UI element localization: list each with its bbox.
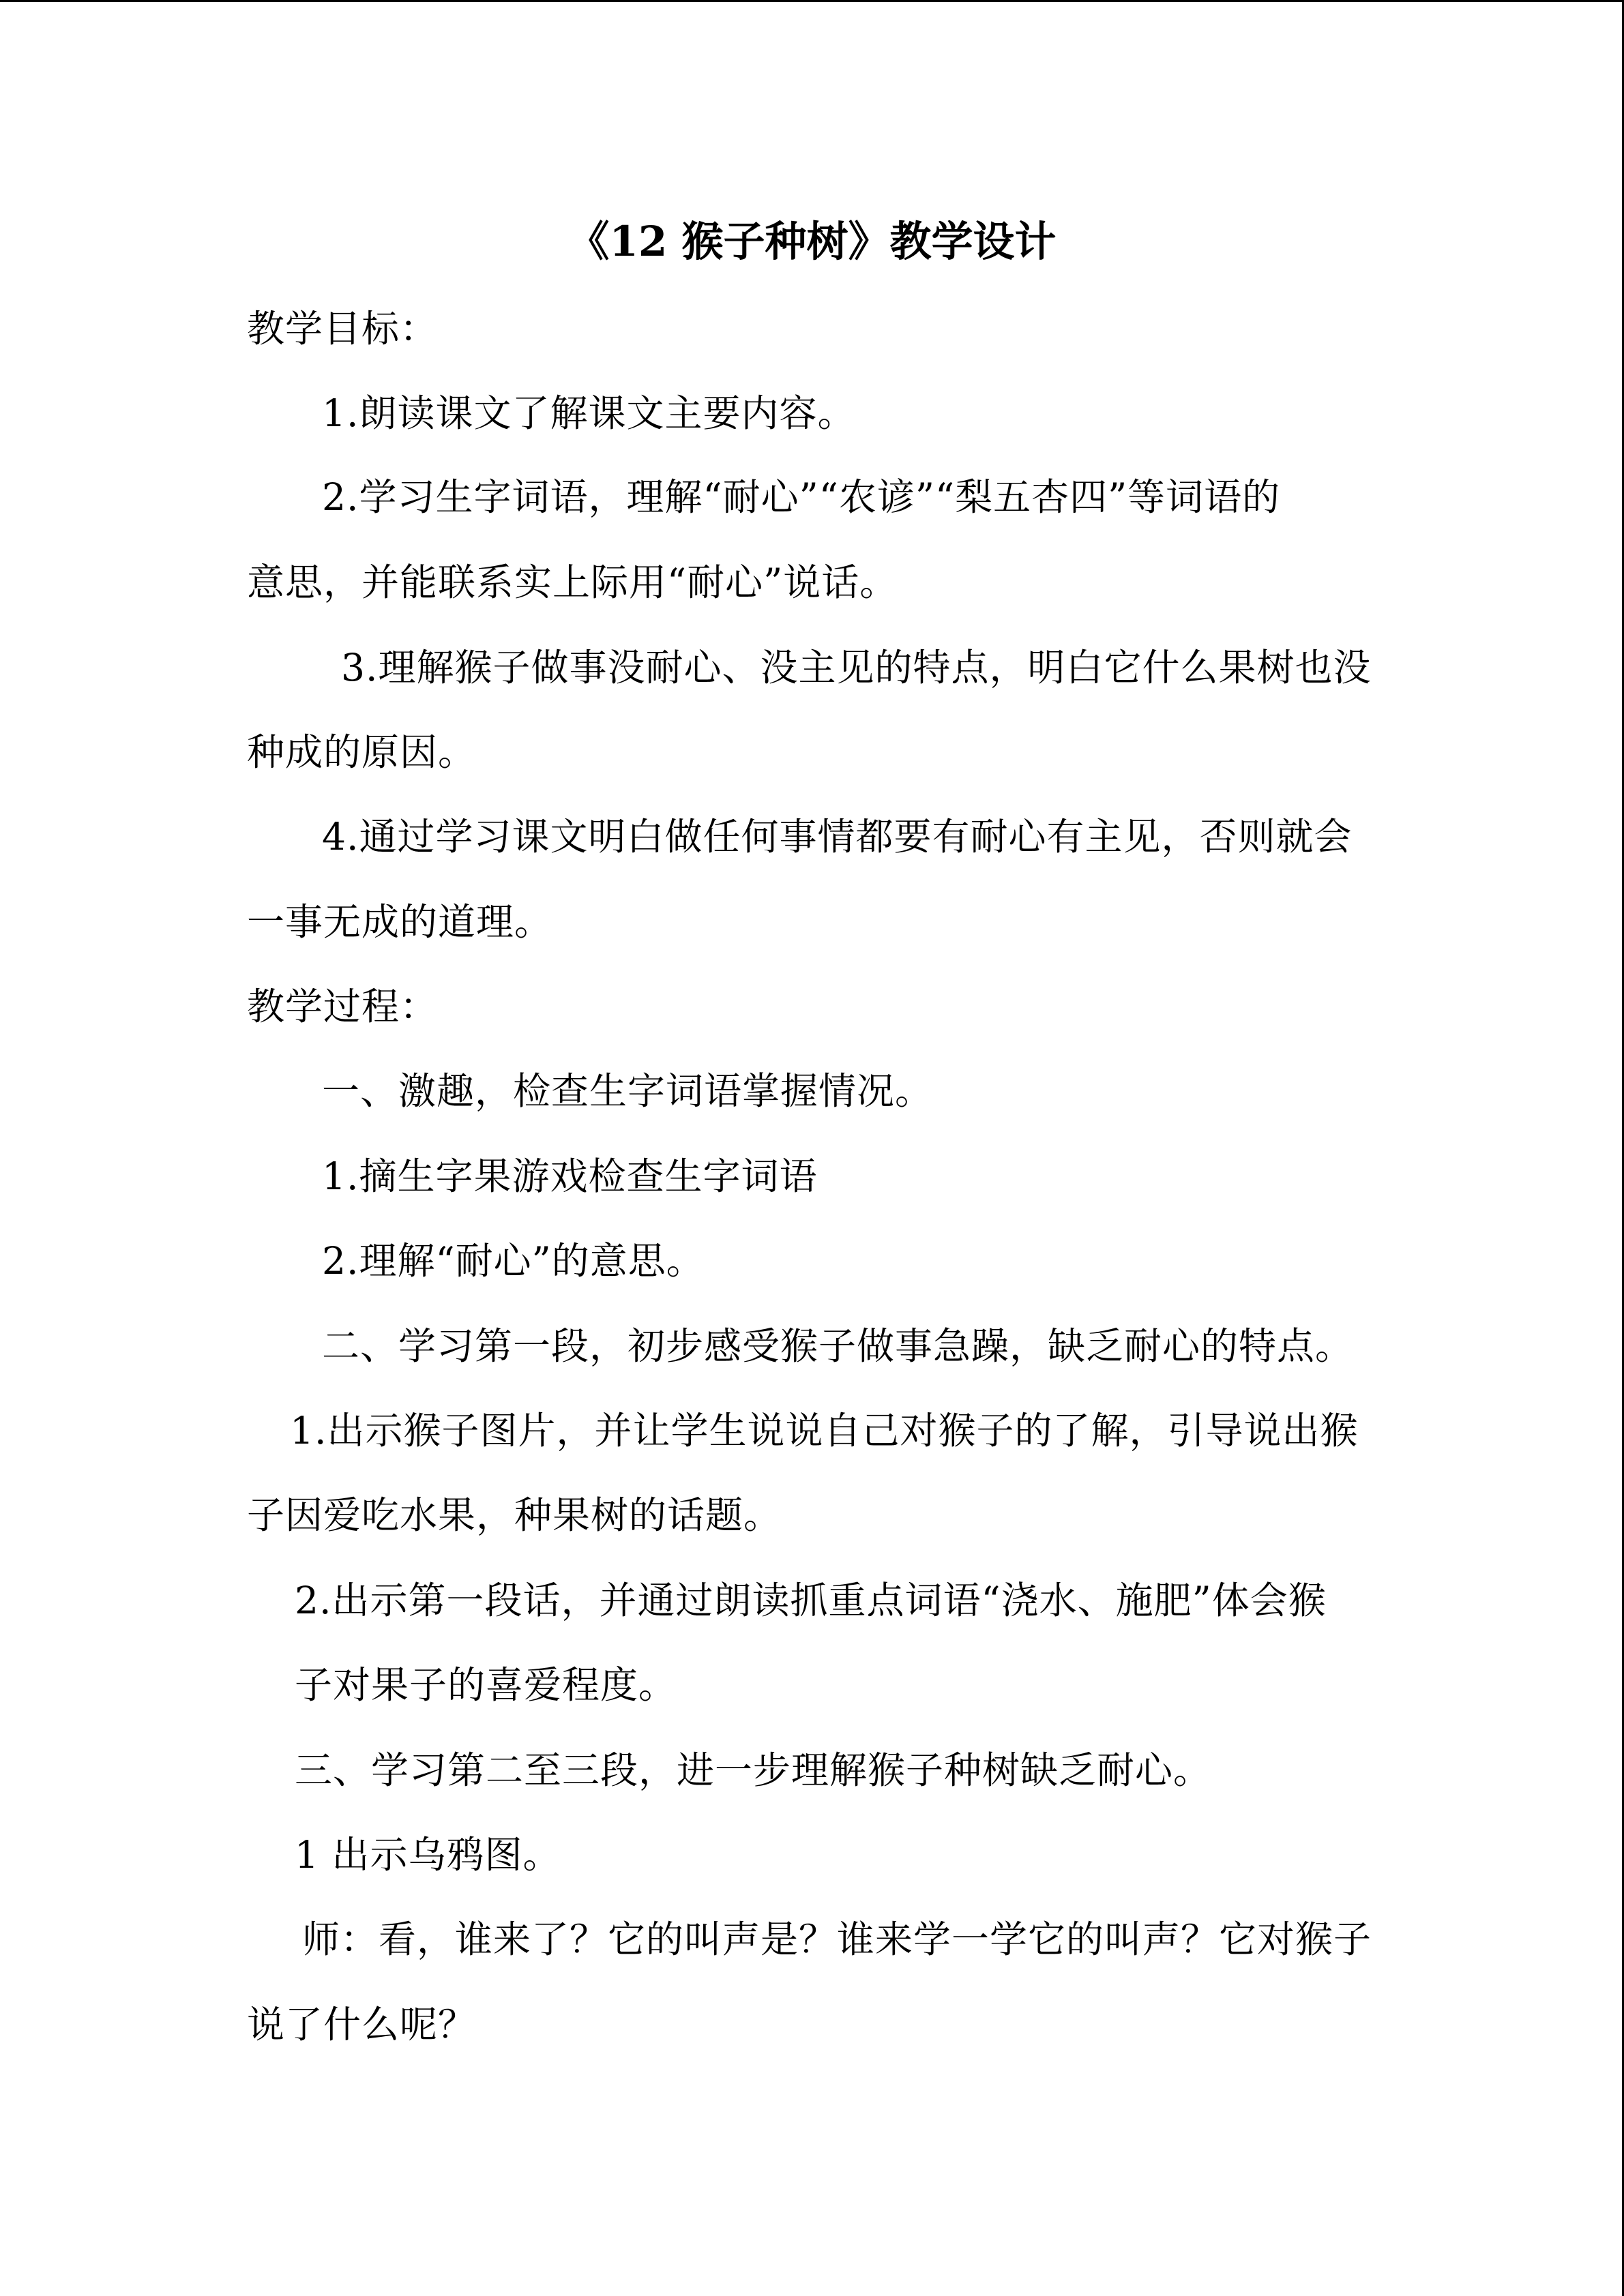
paragraph-line: 2.出示第一段话，并通过朗读抓重点词语“浇水、施肥”体会猴 [295, 1579, 1327, 1622]
document-title: 《12 猴子种树》教学设计 [567, 218, 1057, 266]
paragraph-line: 子对果子的喜爱程度。 [295, 1663, 677, 1707]
paragraph-line: 一事无成的道理。 [247, 900, 553, 944]
paragraph-line: 意思，并能联系实上际用“耐心”说话。 [247, 561, 898, 604]
section-heading: 一、激趣，检查生字词语掌握情况。 [322, 1069, 934, 1113]
paragraph-line: 1.出示猴子图片，并让学生说说自己对猴子的了解，引导说出猴 [290, 1409, 1359, 1452]
paragraph-line: 师：看，谁来了？它的叫声是？谁来学一学它的叫声？它对猴子 [302, 1918, 1372, 1961]
paragraph-line: 子因爱吃水果，种果树的话题。 [247, 1493, 782, 1537]
heading-teaching-process: 教学过程： [247, 985, 439, 1028]
paragraph-line: 3.理解猴子做事没耐心、没主见的特点，明白它什么果树也没 [341, 646, 1372, 689]
paragraph-line: 1.朗读课文了解课文主要内容。 [322, 391, 856, 435]
paragraph-line: 1 出示乌鸦图。 [295, 1833, 561, 1877]
paragraph-line: 1.摘生字果游戏检查生字词语 [322, 1154, 818, 1198]
paragraph-line: 4.通过学习课文明白做任何事情都要有耐心有主见，否则就会 [322, 815, 1353, 859]
heading-teaching-goals: 教学目标： [247, 307, 439, 351]
paragraph-line: 2.理解“耐心”的意思。 [322, 1239, 705, 1283]
section-heading: 二、学习第一段，初步感受猴子做事急躁，缺乏耐心的特点。 [322, 1324, 1354, 1368]
paragraph-line: 说了什么呢？ [247, 2003, 477, 2046]
paragraph-line: 2.学习生字词语，理解“耐心”“农谚”“梨五杏四”等词语的 [322, 475, 1281, 519]
section-heading: 三、学习第二至三段，进一步理解猴子种树缺乏耐心。 [295, 1748, 1212, 1792]
paragraph-line: 种成的原因。 [247, 730, 477, 774]
